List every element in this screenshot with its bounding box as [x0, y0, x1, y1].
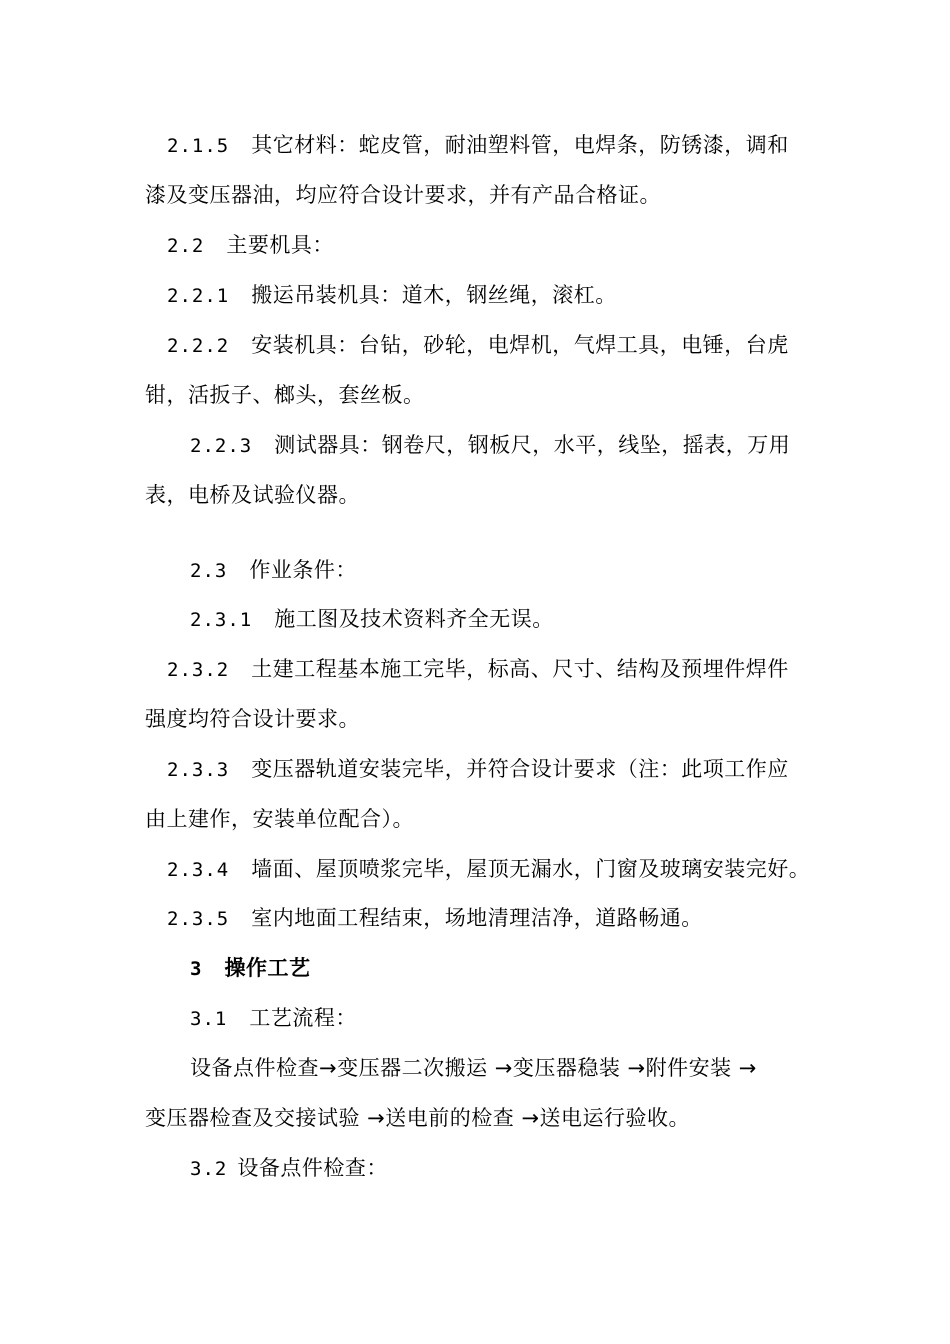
section-3-1-heading [190, 1003, 357, 1034]
section-title: 主要机具： [226, 233, 334, 257]
paragraph-2-3-2-line-2 [145, 704, 360, 734]
section-number: 2.2.1 [167, 285, 230, 307]
paragraph-text: 强度均符合设计要求。 [145, 707, 360, 731]
section-2-3-heading [190, 555, 357, 586]
paragraph-text: 施工图及技术资料齐全无误。 [274, 607, 554, 631]
section-number: 2.2.2 [167, 335, 230, 357]
paragraph-text: 漆及变压器油，均应符合设计要求，并有产品合格证。 [145, 183, 661, 207]
paragraph-text: 测试器具：钢卷尺，钢板尺，水平，线坠，摇表，万用 [274, 433, 791, 457]
section-number: 2.3.4 [167, 859, 230, 881]
paragraph-2-2-2-line-2 [145, 380, 425, 410]
section-number: 3.2 [190, 1158, 228, 1180]
section-number: 2.1.5 [167, 135, 230, 157]
section-number: 2.3 [190, 560, 228, 582]
section-2-2-heading [167, 230, 334, 261]
paragraph-2-3-3-line-2 [145, 804, 414, 834]
paragraph-text: 表，电桥及试验仪器。 [145, 483, 360, 507]
paragraph-2-3-5 [167, 903, 703, 934]
paragraph-text: 由上建作，安装单位配合）。 [145, 807, 414, 831]
paragraph-2-1-5-line-2 [145, 180, 661, 210]
paragraph-2-1-5-line-1 [167, 130, 789, 161]
section-number: 2.2.3 [190, 435, 253, 457]
paragraph-2-3-1 [190, 604, 554, 635]
paragraph-2-2-1 [167, 280, 617, 311]
section-3-heading [190, 953, 310, 984]
paragraph-text: 搬运吊装机具：道木，钢丝绳，滚杠。 [251, 283, 617, 307]
process-flow-text: 设备点件检查→变压器二次搬运 →变压器稳装 →附件安装 → [190, 1056, 757, 1080]
section-number: 2.3.5 [167, 908, 230, 930]
section-3-2-heading [190, 1153, 388, 1184]
paragraph-text: 安装机具：台钻，砂轮，电焊机，气焊工具，电锤，台虎 [251, 333, 789, 357]
paragraph-2-3-3-line-1 [167, 754, 789, 785]
paragraph-text: 变压器轨道安装完毕，并符合设计要求（注：此项工作应 [251, 757, 789, 781]
section-number: 3 [190, 958, 203, 980]
paragraph-text: 墙面、屋顶喷浆完毕，屋顶无漏水，门窗及玻璃安装完好。 [251, 857, 811, 881]
process-flow-line-1 [190, 1053, 757, 1083]
paragraph-2-2-2-line-1 [167, 330, 789, 361]
paragraph-2-2-3-line-2 [145, 480, 360, 510]
section-title: 作业条件： [249, 558, 357, 582]
paragraph-2-2-3-line-1 [190, 430, 790, 461]
process-flow-text: 变压器检查及交接试验 →送电前的检查 →送电运行验收。 [145, 1106, 691, 1130]
section-number: 2.3.2 [167, 659, 230, 681]
section-number: 2.2 [167, 235, 205, 257]
paragraph-text: 室内地面工程结束，场地清理洁净，道路畅通。 [251, 906, 703, 930]
section-number: 2.3.3 [167, 759, 230, 781]
section-number: 2.3.1 [190, 609, 253, 631]
paragraph-text: 钳，活扳子、榔头，套丝板。 [145, 383, 425, 407]
section-title: 操作工艺 [224, 956, 311, 980]
paragraph-2-3-4 [167, 854, 810, 885]
section-number: 3.1 [190, 1008, 228, 1030]
paragraph-text: 土建工程基本施工完毕，标高、尺寸、结构及预埋件焊件 [251, 657, 789, 681]
process-flow-line-2 [145, 1103, 690, 1133]
section-title: 设备点件检查： [237, 1156, 388, 1180]
paragraph-text: 其它材料：蛇皮管，耐油塑料管，电焊条，防锈漆，调和 [251, 133, 789, 157]
section-title: 工艺流程： [249, 1006, 357, 1030]
paragraph-2-3-2-line-1 [167, 654, 789, 685]
